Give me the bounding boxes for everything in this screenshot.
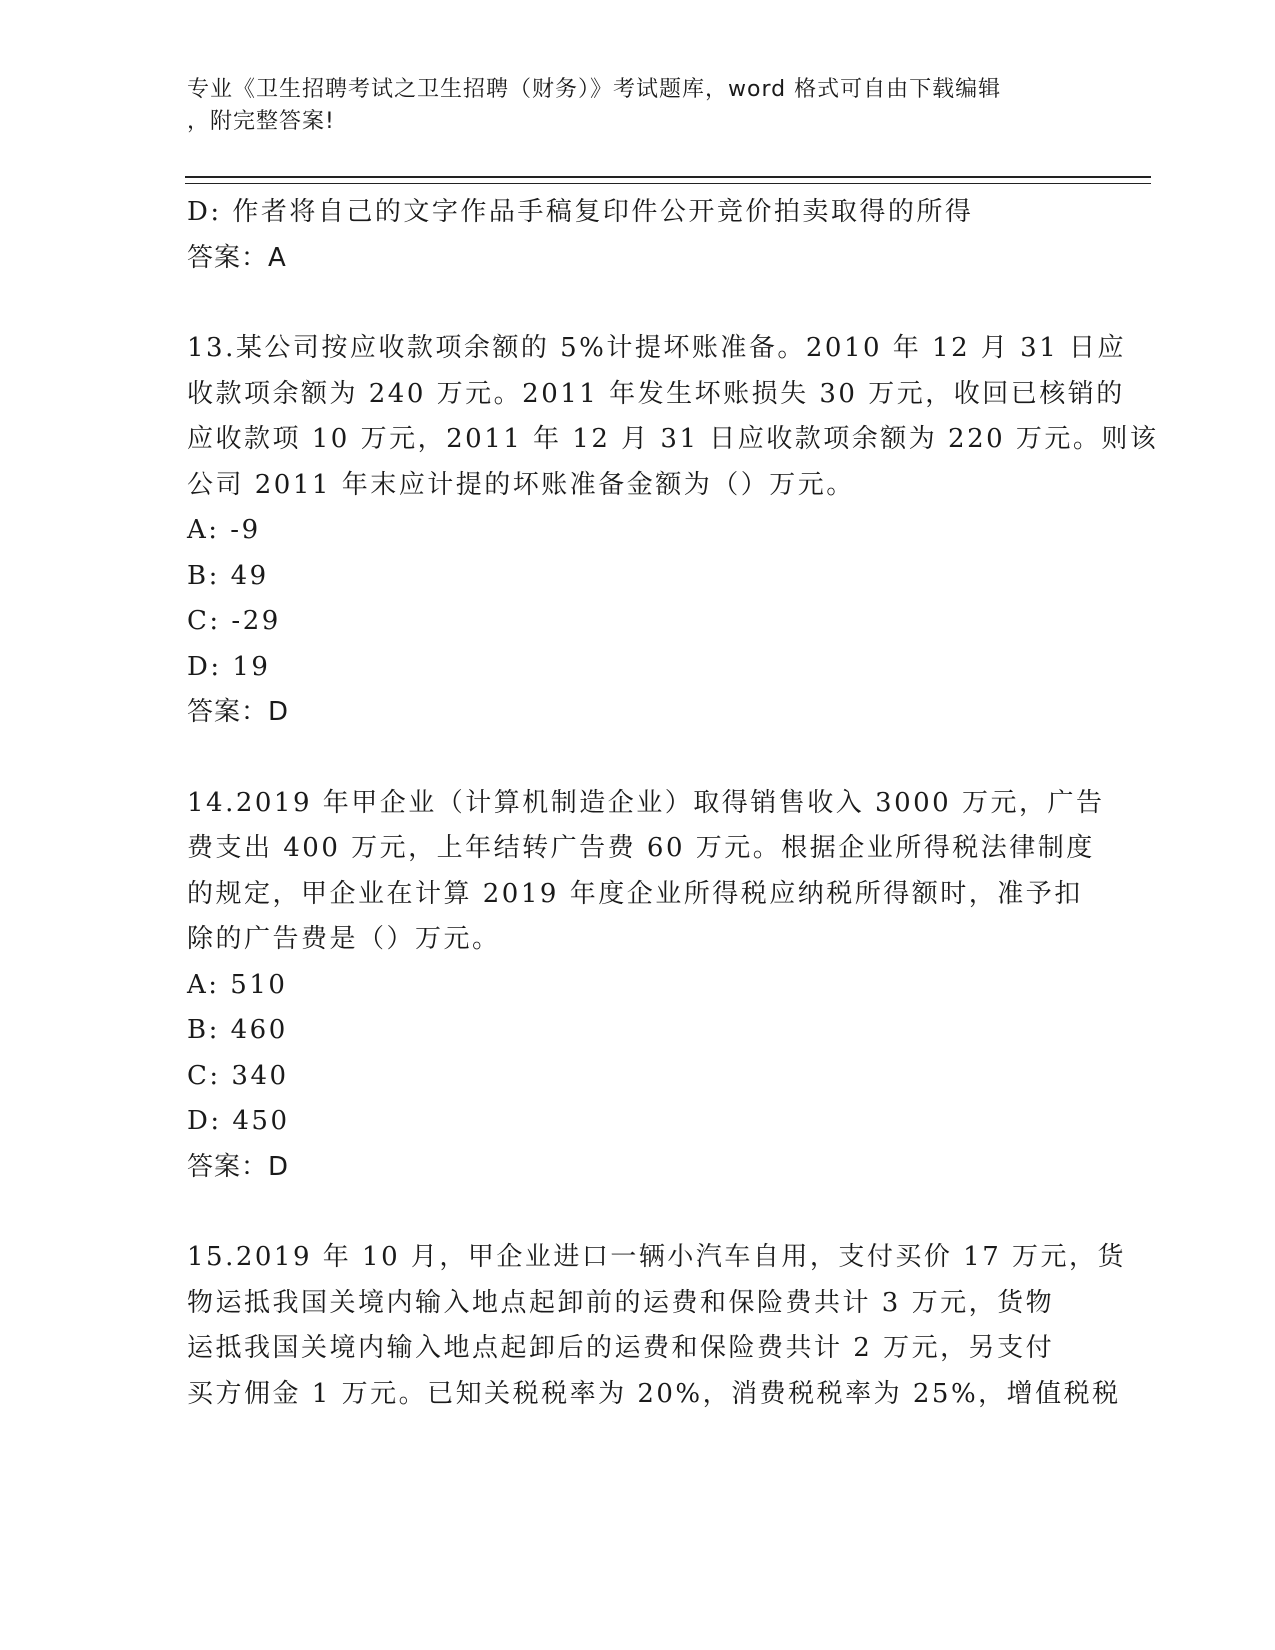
question-14-option-a: A: 510 (187, 969, 288, 1000)
question-14-line: 14.2019 年甲企业（计算机制造企业）取得销售收入 3000 万元，广告 (187, 787, 1105, 818)
question-13 (187, 326, 1159, 736)
question-15-line: 运抵我国关境内输入地点起卸后的运费和保险费共计 2 万元，另支付 (187, 1333, 1055, 1363)
page-header (187, 74, 1087, 138)
question-13-answer: 答案：D (187, 697, 290, 727)
question-14-answer: 答案：D (187, 1151, 290, 1182)
question-13-option-b: B: 49 (187, 560, 269, 591)
question-13-option-a: A: -9 (187, 515, 261, 545)
question-13-line: 13.某公司按应收款项余额的 5%计提坏账准备。2010 年 12 月 31 日应 (187, 333, 1127, 363)
question-13-line: 公司 2011 年末应计提的坏账准备金额为（）万元。 (187, 469, 855, 500)
question-14-line: 费支出 400 万元，上年结转广告费 60 万元。根据企业所得税法律制度 (187, 833, 1095, 863)
question-content (187, 190, 1159, 1417)
spacer (187, 736, 1087, 781)
question-15 (187, 1235, 1127, 1417)
prev-answer: 答案：A (187, 242, 287, 273)
header-line-1: 专业《卫生招聘考试之卫生招聘（财务）》考试题库，word 格式可自由下载编辑 (187, 77, 1002, 102)
question-14-option-d: D: 450 (187, 1106, 290, 1136)
question-14-line: 的规定，甲企业在计算 2019 年度企业所得税应纳税所得额时，准予扣 (187, 878, 1083, 909)
question-15-line: 买方佣金 1 万元。已知关税税率为 20%，消费税税率为 25%，增值税税 (187, 1378, 1121, 1409)
spacer (187, 1190, 1087, 1235)
question-14 (187, 781, 1105, 1191)
question-15-line: 物运抵我国关境内输入地点起卸前的运费和保险费共计 3 万元，货物 (187, 1287, 1055, 1318)
question-13-line: 收款项余额为 240 万元。2011 年发生坏账损失 30 万元，收回已核销的 (187, 378, 1125, 409)
question-14-line: 除的广告费是（）万元。 (187, 924, 501, 954)
question-13-option-c: C: -29 (187, 606, 281, 636)
question-13-line: 应收款项 10 万元，2011 年 12 月 31 日应收款项余额为 220 万元。则该 (187, 424, 1159, 454)
question-13-option-d: D: 19 (187, 651, 271, 682)
question-14-option-b: B: 460 (187, 1015, 288, 1045)
header-divider-thin (185, 183, 1151, 184)
question-15-line: 15.2019 年 10 月，甲企业进口一辆小汽车自用，支付买价 17 万元，货 (187, 1242, 1127, 1272)
header-line-2: ，附完整答案! (187, 109, 335, 134)
spacer (187, 281, 1087, 326)
header-divider-thick (185, 176, 1151, 178)
prev-option-d: D: 作者将自己的文字作品手稿复印件公开竞价拍卖取得的所得 (187, 197, 974, 227)
question-14-option-c: C: 340 (187, 1060, 289, 1091)
